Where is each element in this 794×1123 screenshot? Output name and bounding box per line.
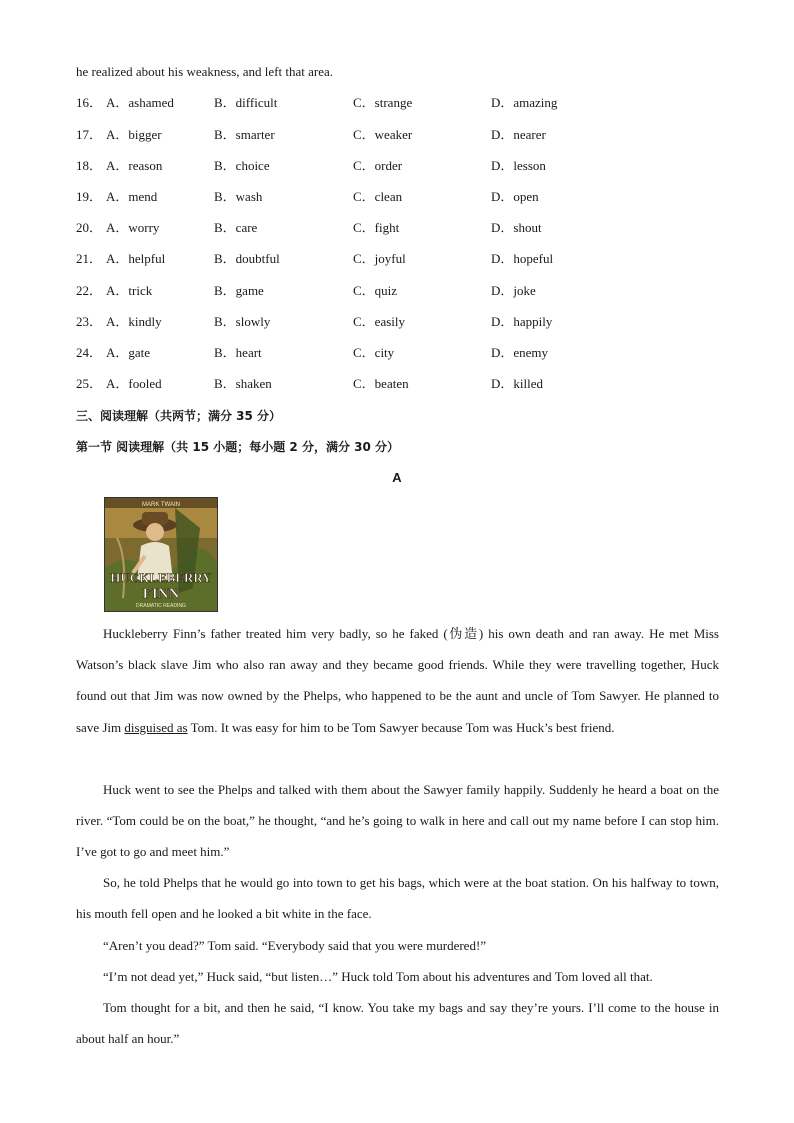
option-d: D．hopeful xyxy=(491,251,554,266)
question-row xyxy=(76,283,716,301)
question-number: 18． xyxy=(76,158,103,173)
book-cover-image xyxy=(104,497,218,612)
passage-label: A xyxy=(392,470,402,485)
option-d: D．amazing xyxy=(491,95,558,110)
option-a: A．trick xyxy=(106,283,153,298)
question-row xyxy=(76,314,716,332)
paragraph-3-text: So, he told Phelps that he would go into town to get his bags, which were at the boat station. On his halfway to town, his mouth fell open and he looked a bit white in the face. xyxy=(76,875,719,922)
option-b: B．difficult xyxy=(214,95,278,110)
option-a: A．gate xyxy=(106,345,151,360)
option-b: B．smarter xyxy=(214,127,275,142)
question-number: 22． xyxy=(76,283,103,298)
paragraph-1-text-b: Tom. It was easy for him to be Tom Sawyer because Tom was Huck’s best friend. xyxy=(187,719,615,735)
option-b: B．game xyxy=(214,283,264,298)
option-d: D．lesson xyxy=(491,158,546,173)
option-b: B．heart xyxy=(214,345,262,360)
paragraph-5 xyxy=(76,961,719,992)
option-b: B．shaken xyxy=(214,376,272,391)
question-row xyxy=(76,251,716,269)
question-row xyxy=(76,220,716,238)
question-row xyxy=(76,158,716,176)
option-c: C．strange xyxy=(353,95,413,110)
question-number: 24． xyxy=(76,345,103,360)
option-b: B．choice xyxy=(214,158,270,173)
option-a: A．mend xyxy=(106,189,158,204)
paragraph-2 xyxy=(76,774,719,868)
option-c: C．beaten xyxy=(353,376,409,391)
question-row xyxy=(76,376,716,394)
paragraph-3 xyxy=(76,867,719,929)
option-d: D．shout xyxy=(491,220,542,235)
option-c: C．weaker xyxy=(353,127,413,142)
question-row xyxy=(76,127,716,145)
option-a: A．helpful xyxy=(106,251,166,266)
paragraph-6-text: Tom thought for a bit, and then he said, “I know. You take my bags and say they’re yours. I’ll come to the house in about half an hour.” xyxy=(76,1000,719,1047)
subsection-heading: 第一节 阅读理解（共 15 小题；每小题 2 分，满分 30 分） xyxy=(76,440,399,454)
option-d: D．joke xyxy=(491,283,536,298)
question-number: 16． xyxy=(76,95,103,110)
paragraph-4 xyxy=(76,930,719,961)
question-row xyxy=(76,345,716,363)
option-b: B．wash xyxy=(214,189,263,204)
question-number: 20． xyxy=(76,220,103,235)
option-a: A．fooled xyxy=(106,376,162,391)
paragraph-1 xyxy=(76,618,719,743)
question-row xyxy=(76,189,716,207)
intro-line: he realized about his weakness, and left that area. xyxy=(76,64,333,79)
paragraph-2-text: Huck went to see the Phelps and talked with them about the Sawyer family happily. Suddenly he heard a boat on the river. “Tom could be on the boat,” he thought, “and he’s going to walk in here and call out my name before I can stop him. I’ve got to go and meet him.” xyxy=(76,782,719,860)
question-number: 19． xyxy=(76,189,103,204)
option-a: A．ashamed xyxy=(106,95,174,110)
option-a: A．kindly xyxy=(106,314,162,329)
option-c: C．order xyxy=(353,158,403,173)
option-a: A．bigger xyxy=(106,127,162,142)
option-a: A．reason xyxy=(106,158,163,173)
cover-subtitle: DRAMATIC READING xyxy=(136,603,186,609)
cover-title-line2: FINN xyxy=(142,586,180,602)
section-heading: 三、阅读理解（共两节；满分 35 分） xyxy=(76,409,282,423)
option-d: D．killed xyxy=(491,376,543,391)
paragraph-5-text: “I’m not dead yet,” Huck said, “but listen…” Huck told Tom about his adventures and Tom loved all that. xyxy=(103,969,653,984)
option-b: B．care xyxy=(214,220,258,235)
question-number: 25． xyxy=(76,376,103,391)
option-a: A．worry xyxy=(106,220,160,235)
option-c: C．quiz xyxy=(353,283,398,298)
option-d: D．happily xyxy=(491,314,553,329)
question-number: 21． xyxy=(76,251,103,266)
paragraph-1-text-a: Huckleberry Finn’s father treated him very badly, so he faked (伪造) his own death and ran away. He met Miss Watson’s black slave Jim who also ran away and they became good friends. While they were travelling together, Huck found out that Jim was now owned by the Phelps, who happened to be the aunt and uncle of Tom Sawyer. He planned to save Jim xyxy=(76,626,719,735)
option-b: B．slowly xyxy=(214,314,271,329)
cover-title-line1: HUCKLEBERRY xyxy=(110,570,212,585)
book-cover-illustration xyxy=(105,498,217,611)
option-c: C．city xyxy=(353,345,395,360)
underlined-phrase: disguised as xyxy=(124,719,188,735)
option-c: C．joyful xyxy=(353,251,406,266)
option-c: C．fight xyxy=(353,220,400,235)
paragraph-6 xyxy=(76,992,719,1054)
question-number: 23． xyxy=(76,314,103,329)
cover-author: MARK TWAIN xyxy=(141,502,181,508)
paragraph-4-text: “Aren’t you dead?” Tom said. “Everybody said that you were murdered!” xyxy=(103,938,487,953)
option-d: D．enemy xyxy=(491,345,549,360)
option-d: D．open xyxy=(491,189,539,204)
question-row xyxy=(76,95,716,113)
question-number: 17． xyxy=(76,127,103,142)
option-b: B．doubtful xyxy=(214,251,280,266)
option-c: C．clean xyxy=(353,189,403,204)
option-d: D．nearer xyxy=(491,127,546,142)
option-c: C．easily xyxy=(353,314,405,329)
